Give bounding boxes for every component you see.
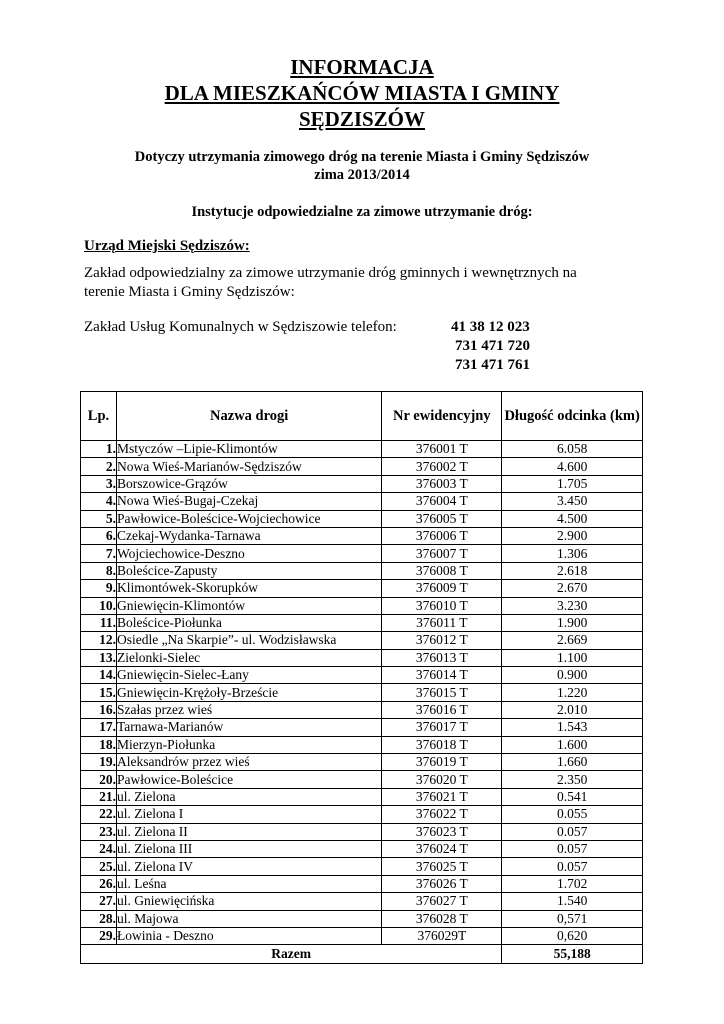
row-number: 6. (81, 527, 117, 544)
row-number: 21. (81, 788, 117, 805)
road-length: 1.705 (502, 475, 643, 492)
road-number: 376024 T (382, 840, 502, 857)
road-name: Osiedle „Na Skarpie”- ul. Wodzisławska (116, 632, 381, 649)
table-row (81, 684, 643, 701)
total-row (81, 945, 643, 964)
road-name: Gniewięcin-Sielec-Łany (116, 667, 381, 684)
road-length: 2.670 (502, 580, 643, 597)
road-name: ul. Majowa (116, 910, 381, 927)
road-number: 376002 T (382, 458, 502, 475)
table-row (81, 910, 643, 927)
road-number: 376006 T (382, 527, 502, 544)
road-number: 376019 T (382, 754, 502, 771)
road-number: 376022 T (382, 806, 502, 823)
road-number: 376009 T (382, 580, 502, 597)
road-name: ul. Leśna (116, 875, 381, 892)
header-nr: Nr ewidencyjny (382, 392, 502, 441)
header-len: Długość odcinka (km) (502, 392, 643, 441)
table-row (81, 893, 643, 910)
road-length: 1.100 (502, 649, 643, 666)
table-row (81, 545, 643, 562)
road-name: Pawłowice-Boleścice-Wojciechowice (116, 510, 381, 527)
row-number: 15. (81, 684, 117, 701)
road-number: 376008 T (382, 562, 502, 579)
row-number: 19. (81, 754, 117, 771)
road-length: 2.010 (502, 701, 643, 718)
road-length: 4.600 (502, 458, 643, 475)
table-row (81, 927, 643, 944)
table-row (81, 562, 643, 579)
table-row (81, 510, 643, 527)
road-length: 3.450 (502, 493, 643, 510)
title-line-3: SĘDZISZÓW (298, 107, 426, 131)
road-length: 1.543 (502, 719, 643, 736)
road-length: 1.900 (502, 614, 643, 631)
phone-2: 731 471 720 (455, 338, 530, 354)
road-name: Mierzyn-Piołunka (116, 736, 381, 753)
road-length: 1.220 (502, 684, 643, 701)
road-number: 376016 T (382, 701, 502, 718)
road-name: Gniewięcin-Krężoły-Brzeście (116, 684, 381, 701)
table-row (81, 458, 643, 475)
road-length: 2.900 (502, 527, 643, 544)
road-number: 376025 T (382, 858, 502, 875)
road-number: 376021 T (382, 788, 502, 805)
office-desc-line-1: Zakład odpowiedzialny za zimowe utrzymanie dróg gminnych i wewnętrznych na (84, 265, 577, 281)
road-length: 0.900 (502, 667, 643, 684)
row-number: 9. (81, 580, 117, 597)
row-number: 7. (81, 545, 117, 562)
road-length: 1.702 (502, 875, 643, 892)
road-name: Klimontówek-Skorupków (116, 580, 381, 597)
table-row (81, 597, 643, 614)
row-number: 27. (81, 893, 117, 910)
road-number: 376015 T (382, 684, 502, 701)
row-number: 22. (81, 806, 117, 823)
institutions-heading: Instytucje odpowiedzialne za zimowe utrzymanie dróg: (191, 204, 533, 220)
row-number: 17. (81, 719, 117, 736)
table-row (81, 736, 643, 753)
table-row (81, 788, 643, 805)
road-name: Pawłowice-Boleścice (116, 771, 381, 788)
road-name: ul. Zielona II (116, 823, 381, 840)
road-name: Nowa Wieś-Marianów-Sędziszów (116, 458, 381, 475)
road-name: Łowinia - Deszno (116, 927, 381, 944)
company-label: Zakład Usług Komunalnych w Sędziszowie telefon: (84, 319, 397, 335)
table-row (81, 441, 643, 458)
table-row (81, 771, 643, 788)
table-row (81, 719, 643, 736)
season: zima 2013/2014 (314, 167, 410, 183)
row-number: 13. (81, 649, 117, 666)
road-number: 376012 T (382, 632, 502, 649)
office-name: Urząd Miejski Sędziszów: (84, 238, 250, 254)
table-row (81, 875, 643, 892)
row-number: 23. (81, 823, 117, 840)
road-name: Aleksandrów przez wieś (116, 754, 381, 771)
road-length: 2.669 (502, 632, 643, 649)
row-number: 8. (81, 562, 117, 579)
table-row (81, 754, 643, 771)
row-number: 1. (81, 441, 117, 458)
road-length: 0.055 (502, 806, 643, 823)
road-length: 4.500 (502, 510, 643, 527)
road-length: 2.618 (502, 562, 643, 579)
row-number: 5. (81, 510, 117, 527)
row-number: 26. (81, 875, 117, 892)
road-number: 376010 T (382, 597, 502, 614)
table-row (81, 580, 643, 597)
road-length: 1.600 (502, 736, 643, 753)
road-name: Borszowice-Grązów (116, 475, 381, 492)
road-length: 0,571 (502, 910, 643, 927)
road-name: Zielonki-Sielec (116, 649, 381, 666)
road-name: ul. Zielona IV (116, 858, 381, 875)
total-label: Razem (81, 945, 502, 964)
header-name: Nazwa drogi (116, 392, 381, 441)
road-length: 1.660 (502, 754, 643, 771)
table-row (81, 649, 643, 666)
road-name: Boleścice-Zapusty (116, 562, 381, 579)
table-row (81, 614, 643, 631)
road-name: Czekaj-Wydanka-Tarnawa (116, 527, 381, 544)
row-number: 20. (81, 771, 117, 788)
subtitle: Dotyczy utrzymania zimowego dróg na terenie Miasta i Gminy Sędziszów (134, 149, 590, 165)
row-number: 25. (81, 858, 117, 875)
table-row (81, 527, 643, 544)
road-number: 376020 T (382, 771, 502, 788)
office-desc-line-2: terenie Miasta i Gminy Sędziszów: (84, 284, 295, 300)
row-number: 3. (81, 475, 117, 492)
table-row (81, 475, 643, 492)
phone-1: 41 38 12 023 (451, 319, 530, 335)
total-value: 55,188 (502, 945, 643, 964)
table-row (81, 701, 643, 718)
row-number: 18. (81, 736, 117, 753)
road-number: 376004 T (382, 493, 502, 510)
road-length: 0.541 (502, 788, 643, 805)
row-number: 12. (81, 632, 117, 649)
row-number: 10. (81, 597, 117, 614)
road-number: 376018 T (382, 736, 502, 753)
title-line-1: INFORMACJA (290, 55, 434, 79)
row-number: 29. (81, 927, 117, 944)
road-length: 0.057 (502, 858, 643, 875)
road-length: 2.350 (502, 771, 643, 788)
table-row (81, 667, 643, 684)
road-number: 376023 T (382, 823, 502, 840)
table-row (81, 493, 643, 510)
row-number: 14. (81, 667, 117, 684)
phone-3: 731 471 761 (455, 357, 530, 373)
road-name: ul. Zielona III (116, 840, 381, 857)
title-line-2: DLA MIESZKAŃCÓW MIASTA I GMINY (164, 81, 560, 105)
table-row (81, 806, 643, 823)
road-number: 376007 T (382, 545, 502, 562)
header-lp: Lp. (81, 392, 117, 441)
road-length: 0,620 (502, 927, 643, 944)
table-header-row (81, 392, 643, 441)
table-row (81, 823, 643, 840)
road-name: ul. Zielona I (116, 806, 381, 823)
road-number: 376027 T (382, 893, 502, 910)
road-name: Mstyczów –Lipie-Klimontów (116, 441, 381, 458)
road-number: 376003 T (382, 475, 502, 492)
row-number: 28. (81, 910, 117, 927)
road-number: 376029T (382, 927, 502, 944)
row-number: 24. (81, 840, 117, 857)
row-number: 11. (81, 614, 117, 631)
table-row (81, 632, 643, 649)
roads-table (80, 391, 643, 964)
road-length: 6.058 (502, 441, 643, 458)
road-number: 376026 T (382, 875, 502, 892)
road-number: 376011 T (382, 614, 502, 631)
road-name: Nowa Wieś-Bugaj-Czekaj (116, 493, 381, 510)
row-number: 4. (81, 493, 117, 510)
road-name: ul. Gniewięcińska (116, 893, 381, 910)
road-length: 0.057 (502, 823, 643, 840)
row-number: 16. (81, 701, 117, 718)
road-length: 0.057 (502, 840, 643, 857)
row-number: 2. (81, 458, 117, 475)
table-row (81, 840, 643, 857)
road-number: 376017 T (382, 719, 502, 736)
road-name: Szałas przez wieś (116, 701, 381, 718)
road-number: 376001 T (382, 441, 502, 458)
table-row (81, 858, 643, 875)
road-number: 376028 T (382, 910, 502, 927)
road-name: Gniewięcin-Klimontów (116, 597, 381, 614)
road-number: 376014 T (382, 667, 502, 684)
road-name: Wojciechowice-Deszno (116, 545, 381, 562)
road-length: 1.540 (502, 893, 643, 910)
road-name: ul. Zielona (116, 788, 381, 805)
road-length: 3.230 (502, 597, 643, 614)
road-number: 376013 T (382, 649, 502, 666)
road-name: Tarnawa-Marianów (116, 719, 381, 736)
road-number: 376005 T (382, 510, 502, 527)
road-name: Boleścice-Piołunka (116, 614, 381, 631)
road-length: 1.306 (502, 545, 643, 562)
